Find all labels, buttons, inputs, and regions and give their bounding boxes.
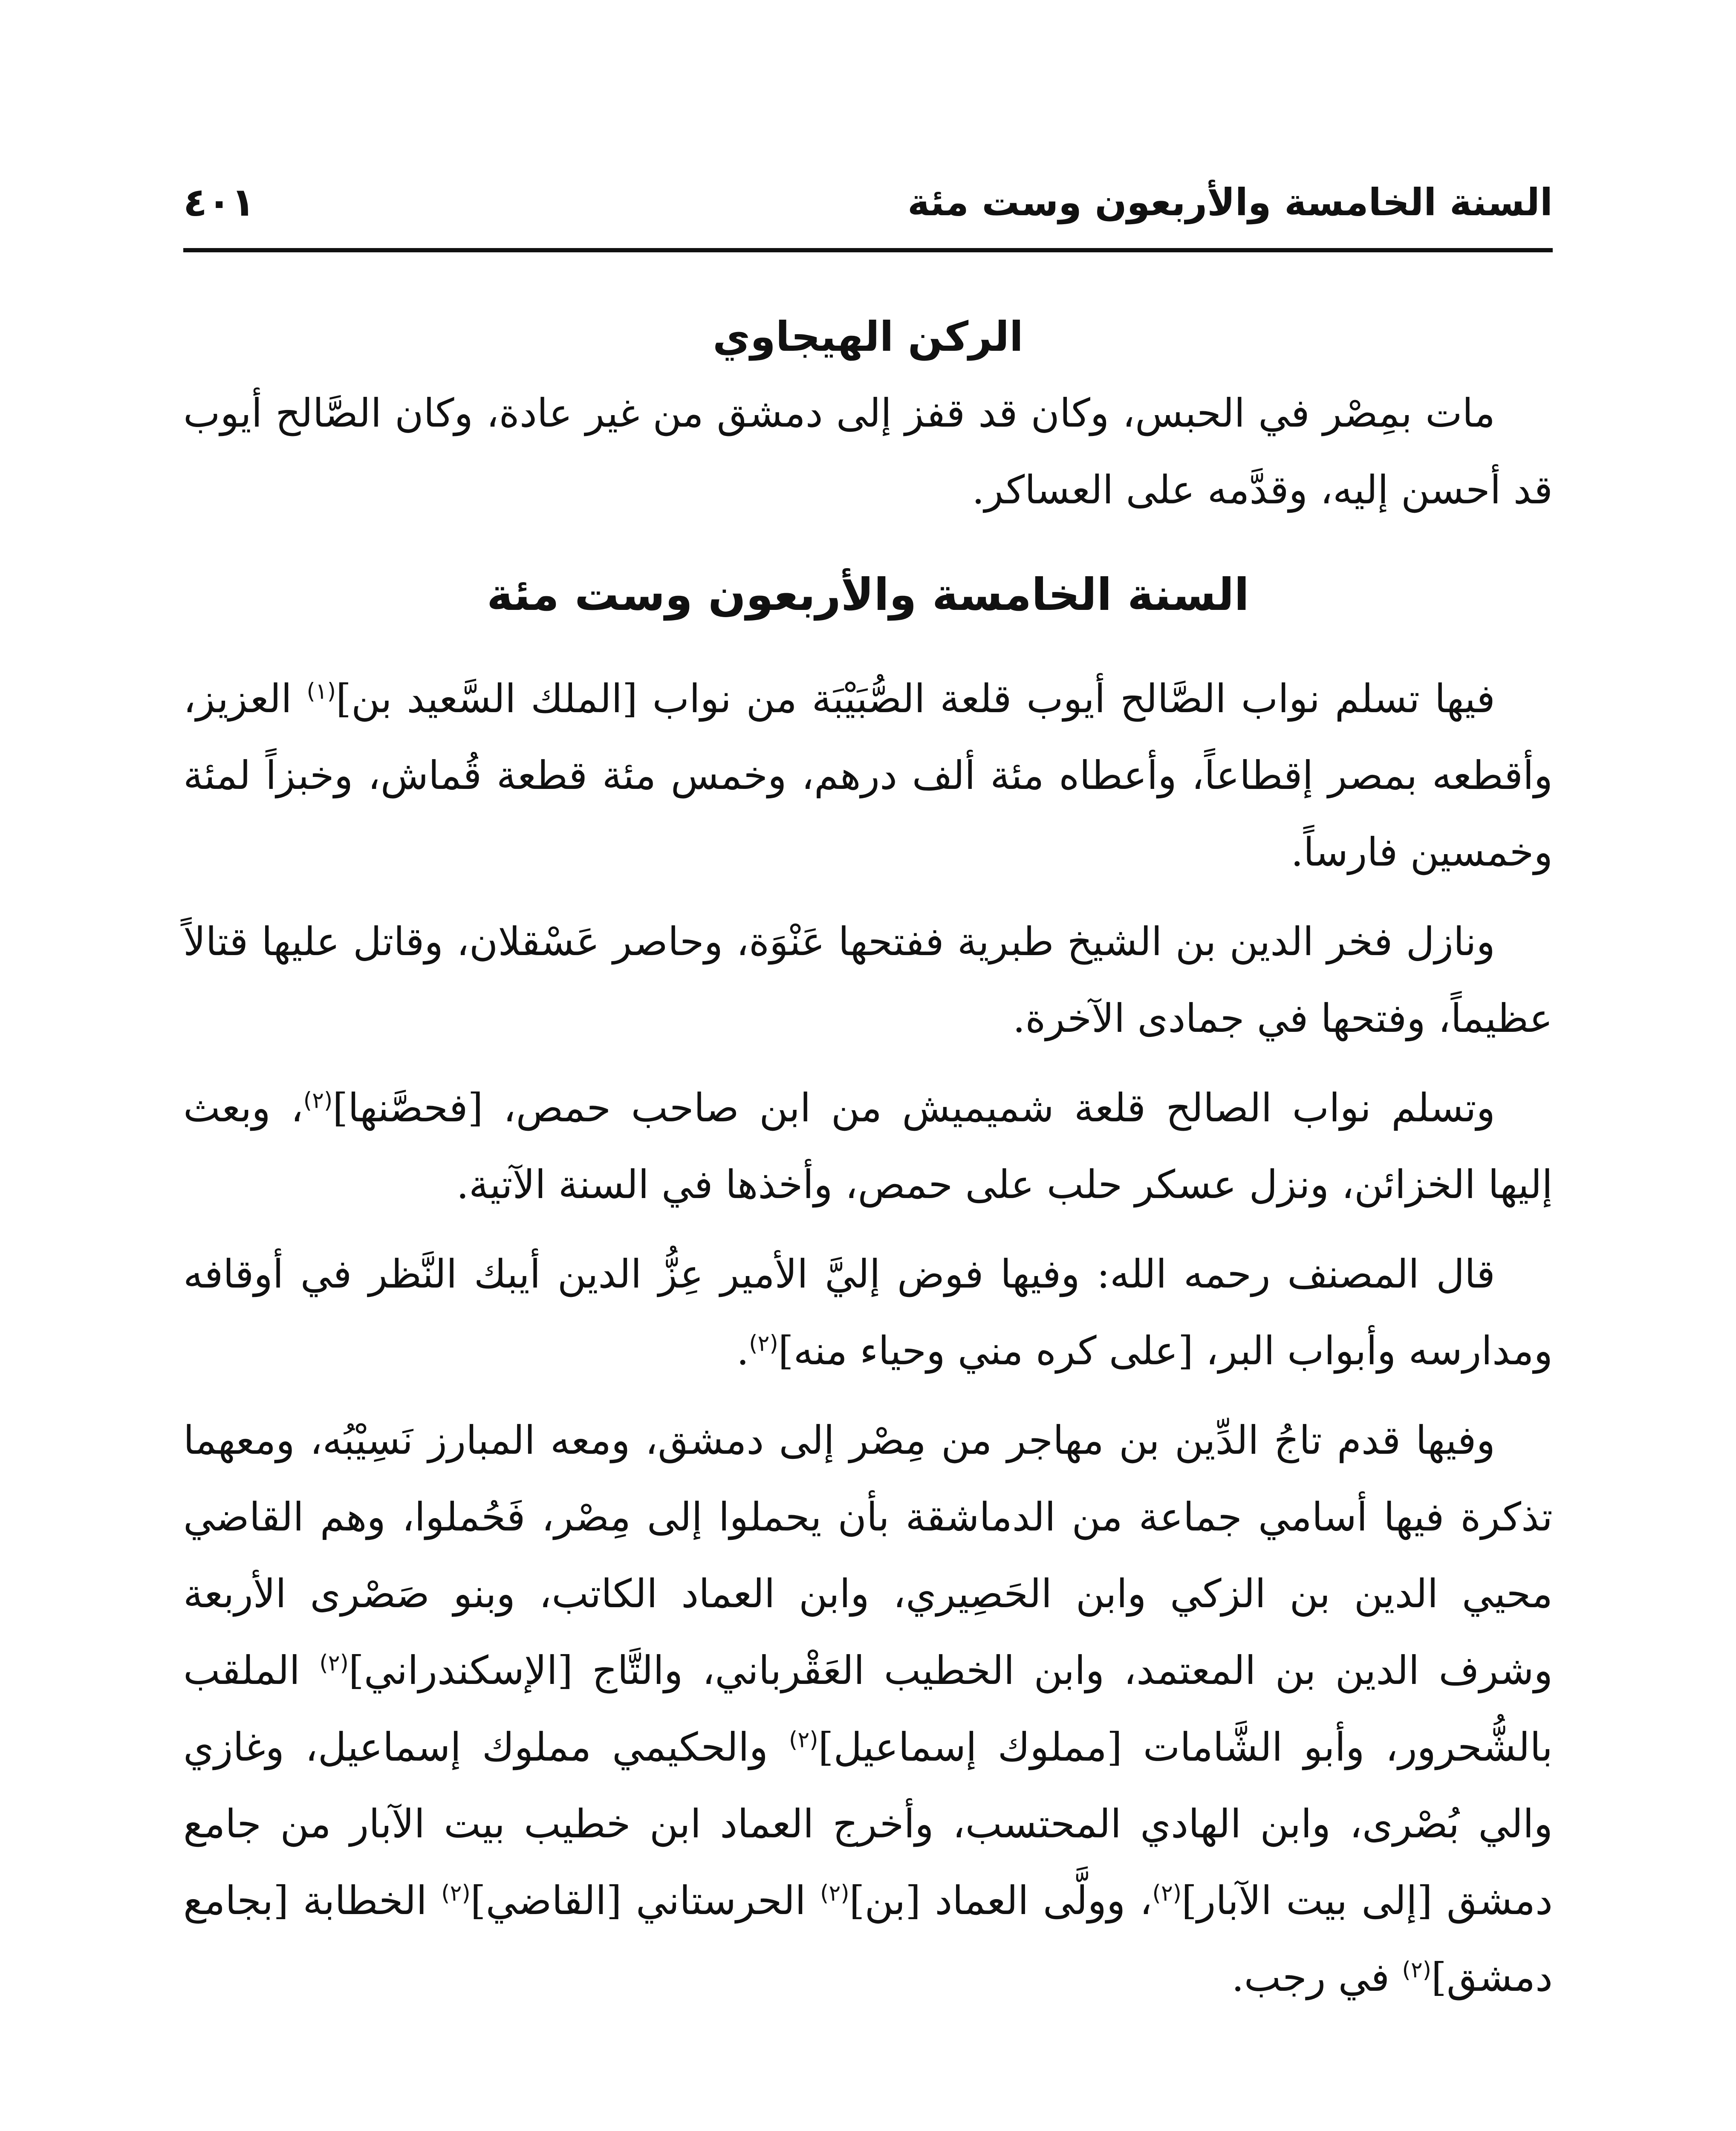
running-header: [183, 170, 1553, 239]
running-header-title: السنة الخامسة والأربعون وست مئة: [907, 180, 1553, 224]
paragraph-subeiba: [183, 661, 1553, 891]
paragraph-text: فيها تسلم نواب الصَّالح أيوب قلعة الصُّبَيْبَة من نواب [الملك السَّعيد بن]: [336, 676, 1495, 722]
footnote-reference: (٢): [1402, 1957, 1432, 1983]
paragraph-tiberias: [183, 904, 1553, 1057]
year-heading: السنة الخامسة والأربعون وست مئة: [486, 569, 1250, 621]
paragraph-text: الحرستاني [القاضي]: [470, 1878, 820, 1923]
paragraph-text: الملقب بالشُّحرور، وأبو الشَّامات [مملوك إسماعيل]: [183, 1648, 1553, 1770]
paragraph-text: ، وبعث إليها الخزائن، ونزل عسكر حلب على حمص، وأخذها في السنة الآتية.: [183, 1085, 1553, 1207]
paragraph-text: والحكيمي مملوك إسماعيل، وغازي والي بُصْرى، وابن الهادي المحتسب، وأخرج العماد ابن خطيب بيت الآبار من جامع دمشق [إلى بيت الآبار]: [183, 1724, 1553, 1923]
page-number: ٤٠١: [183, 179, 255, 225]
footnote-reference: (٢): [319, 1650, 349, 1676]
paragraph-text: وتسلم نواب الصالح قلعة شميميش من ابن صاحب حمص، [فحصَّنها]: [332, 1085, 1495, 1131]
paragraph-text: العزيز، وأقطعه بمصر إقطاعاً، وأعطاه مئة ألف درهم، وخمس مئة قطعة قُماش، وخبزاً لمئة وخمسين فارساً.: [183, 676, 1553, 875]
paragraph-text: ونازل فخر الدين بن الشيخ طبرية ففتحها عَنْوَة، وحاصر عَسْقلان، وقاتل عليها قتالاً عظيماً، وفتحها في جمادى الآخرة.: [183, 919, 1553, 1041]
footnote-reference: (٢): [1152, 1880, 1182, 1906]
header-rule: [183, 248, 1553, 252]
paragraph-text: وفيها قدم تاجُ الدِّين بن مهاجر من مِصْر إلى دمشق، ومعه المبارز نَسِيْبُه، ومعهما تذكرة فيها أسامي جماعة من الدماشقة بأن يحملوا إلى مِصْر، فَحُملوا، وهم القاضي محيي الدين بن الزكي وابن الحَصِيري، وابن العماد الكاتب، وبنو صَصْرى الأربعة وشرف الدين بن المعتمد، وابن الخطيب العَقْرباني، والتَّاج [الإسكندراني]: [183, 1418, 1553, 1693]
paragraph-text: في رجب.: [1231, 1955, 1402, 2000]
paragraph-taj-aldin: [183, 1402, 1553, 2016]
paragraph-text: مات بمِصْر في الحبس، وكان قد قفز إلى دمشق من غير عادة، وكان الصَّالح أيوب قد أحسن إليه، وقدَّمه على العساكر.: [183, 390, 1553, 513]
footnote-reference: (٢): [749, 1331, 778, 1357]
footnote-reference: (٢): [441, 1880, 471, 1906]
footnote-reference: (٢): [789, 1727, 818, 1753]
paragraph-text: .: [736, 1328, 749, 1374]
entry-heading: الركن الهيجاوي: [713, 313, 1023, 361]
paragraph-text: الخطابة [بجامع دمشق]: [183, 1878, 1553, 2000]
footnote-reference: (٢): [820, 1880, 849, 1906]
paragraph-shmemish: [183, 1070, 1553, 1223]
footnote-reference: (٢): [303, 1088, 333, 1114]
paragraph-obituary: [183, 375, 1553, 528]
paragraph-author: [183, 1236, 1553, 1389]
paragraph-text: قال المصنف رحمه الله: وفيها فوض إليَّ الأمير عِزُّ الدين أيبك النَّظر في أوقافه ومدارسه وأبواب البر، [على كره مني وحياء منه]: [183, 1251, 1553, 1374]
main-text: [183, 298, 1553, 2029]
paragraph-text: ، وولَّى العماد [بن]: [849, 1878, 1153, 1923]
footnote-reference: (١): [306, 679, 336, 705]
